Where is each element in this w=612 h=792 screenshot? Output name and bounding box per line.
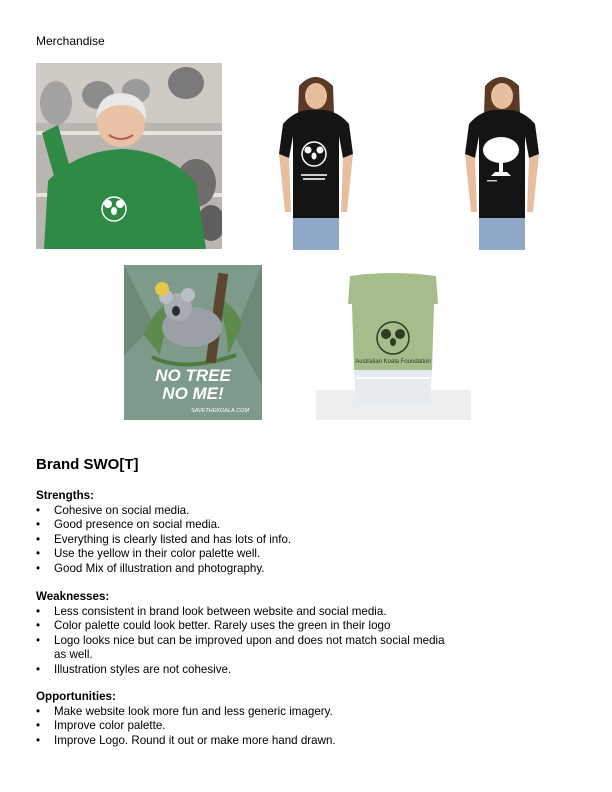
strengths-heading: Strengths: xyxy=(36,489,94,502)
mug-band-text: Australian Koala Foundation xyxy=(355,359,431,365)
bullet-icon: • xyxy=(36,503,41,517)
opportunities-heading: Opportunities: xyxy=(36,690,116,703)
list-item-text: Improve color palette. xyxy=(54,719,166,733)
list-item-text: Make website look more fun and less generic imagery. xyxy=(54,704,333,718)
book-cover-image xyxy=(124,265,262,420)
weaknesses-section xyxy=(36,590,456,678)
list-item-text: Illustration styles are not cohesive. xyxy=(54,662,232,676)
bullet-icon: • xyxy=(36,733,41,747)
keep-cup-image xyxy=(316,270,471,420)
bullet-icon: • xyxy=(36,518,41,532)
list-item-text: Good presence on social media. xyxy=(54,518,221,532)
bullet-icon: • xyxy=(36,662,41,676)
bullet-icon: • xyxy=(36,619,41,633)
section-label: Merchandise xyxy=(36,34,105,48)
bullet-icon: • xyxy=(36,719,41,733)
bullet-icon: • xyxy=(36,561,41,575)
bullet-icon: • xyxy=(36,604,41,618)
list-item xyxy=(36,504,456,519)
list-item-text: Improve Logo. Round it out or make more hand drawn. xyxy=(54,733,336,747)
tshirt-koala-illustration xyxy=(277,72,355,250)
list-item xyxy=(36,705,456,720)
book-title-line2: NO ME! xyxy=(162,384,224,403)
strengths-list xyxy=(36,504,456,577)
list-item xyxy=(36,734,456,749)
tshirt-tree-photo xyxy=(463,72,541,250)
bullet-icon: • xyxy=(36,532,41,546)
swot-title: Brand SWO[T] xyxy=(36,456,139,473)
list-item xyxy=(36,719,456,734)
book-cover-illustration xyxy=(124,265,262,420)
opportunities-section xyxy=(36,690,456,748)
hoodie-photo-illustration xyxy=(36,63,222,249)
weaknesses-heading: Weaknesses: xyxy=(36,590,110,603)
weaknesses-list xyxy=(36,605,456,678)
opportunities-list xyxy=(36,705,456,749)
book-site-text: SAVETHEKOALA.COM xyxy=(190,408,250,414)
list-item-text: Cohesive on social media. xyxy=(54,503,190,517)
list-item xyxy=(36,634,456,663)
list-item-text: Logo looks nice but can be improved upon and does not match social media as well. xyxy=(54,633,445,662)
list-item-text: Everything is clearly listed and has lots of info. xyxy=(54,532,292,546)
list-item xyxy=(36,562,456,577)
list-item-text: Color palette could look better. Rarely uses the green in their logo xyxy=(54,619,391,633)
bullet-icon: • xyxy=(36,547,41,561)
keep-cup-illustration xyxy=(316,270,471,420)
list-item xyxy=(36,518,456,533)
list-item xyxy=(36,605,456,620)
bullet-icon: • xyxy=(36,633,41,647)
strengths-section xyxy=(36,489,456,577)
list-item-text: Good Mix of illustration and photography. xyxy=(54,561,265,575)
list-item xyxy=(36,547,456,562)
list-item-text: Less consistent in brand look between website and social media. xyxy=(54,604,387,618)
list-item xyxy=(36,663,456,678)
tshirt-tree-illustration xyxy=(463,72,541,250)
hoodie-photo xyxy=(36,63,222,249)
list-item-text: Use the yellow in their color palette well. xyxy=(54,547,261,561)
list-item xyxy=(36,619,456,634)
list-item xyxy=(36,533,456,548)
book-title-line1: NO TREE xyxy=(155,366,231,385)
tshirt-koala-photo xyxy=(277,72,355,250)
bullet-icon: • xyxy=(36,704,41,718)
